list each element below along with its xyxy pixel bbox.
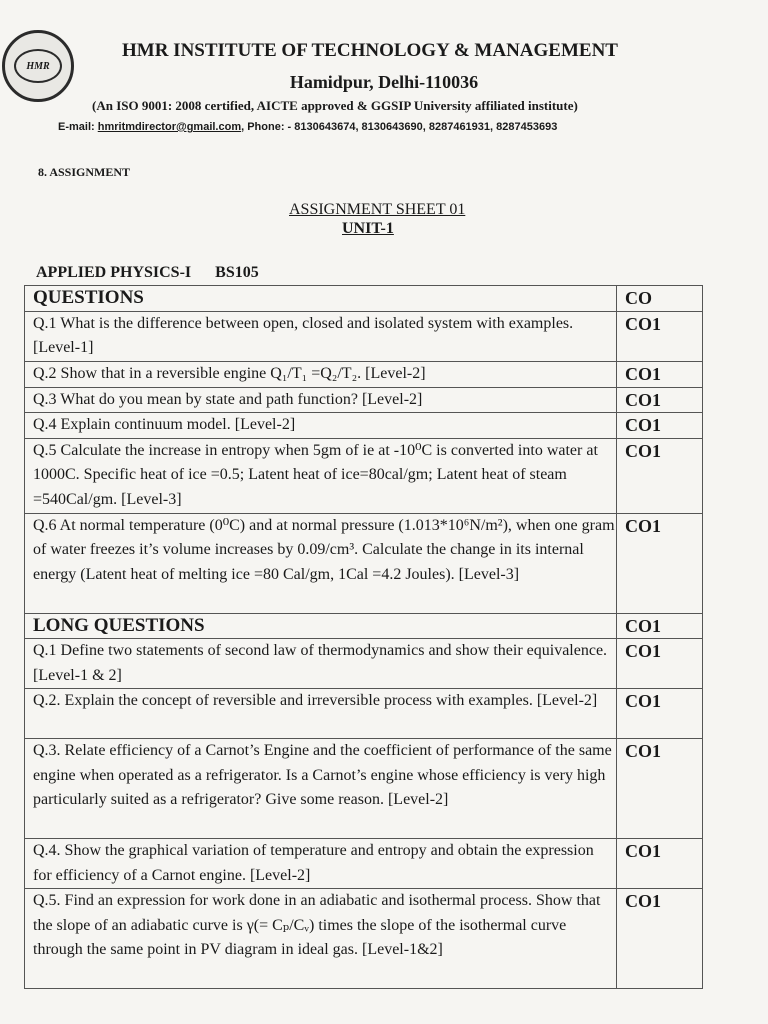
table-row <box>25 839 703 889</box>
question-text: Q.1 What is the difference between open, closed and isolated system with examples. [Level-1] <box>25 311 617 361</box>
table-row <box>25 739 703 839</box>
question-text: Q.3. Relate efficiency of a Carnot’s Engine and the coefficient of performance of the same engine when operated as a refrigerator. Is a Carnot’s engine whose efficiency is very high particularly suited as a refrigerator? Give some reason. [Level-2] <box>25 739 617 839</box>
question-text: Q.4 Explain continuum model. [Level-2] <box>25 413 617 439</box>
subject-line <box>36 264 259 282</box>
co-value: CO1 <box>617 361 703 387</box>
question-text: Q.1 Define two statements of second law of thermodynamics and show their equivalence. [Level-1 & 2] <box>25 639 617 689</box>
co-value: CO1 <box>617 639 703 689</box>
question-text: Q.3 What do you mean by state and path function? [Level-2] <box>25 387 617 413</box>
table-header-row <box>25 286 703 312</box>
table-row <box>25 513 703 613</box>
co-value: CO1 <box>617 311 703 361</box>
table-row <box>25 361 703 387</box>
long-questions-header: LONG QUESTIONS <box>25 613 617 639</box>
unit-title: UNIT-1 <box>342 220 394 237</box>
institute-contact <box>58 121 557 133</box>
table-row <box>25 689 703 739</box>
co-value: CO1 <box>617 513 703 613</box>
question-text: Q.5. Find an expression for work done in an adiabatic and isothermal process. Show that the slope of an adiabatic curve is γ(= Cₚ/Cᵥ) times the slope of the isothermal curve through the same point in PV diagram in ideal gas. [Level-1&2] <box>25 889 617 989</box>
table-row <box>25 413 703 439</box>
table-row <box>25 639 703 689</box>
table-row <box>25 387 703 413</box>
co-value: CO1 <box>617 613 703 639</box>
institute-name: HMR INSTITUTE OF TECHNOLOGY & MANAGEMENT <box>122 40 618 61</box>
question-text: Q.4. Show the graphical variation of temperature and entropy and obtain the expression for efficiency of a Carnot engine. [Level-2] <box>25 839 617 889</box>
logo-emblem: HMR <box>14 49 62 83</box>
co-value: CO1 <box>617 689 703 739</box>
subject-name: APPLIED PHYSICS-I <box>36 264 192 281</box>
phone-numbers: , Phone: - 8130643674, 8130643690, 8287461931, 8287453693 <box>241 121 558 133</box>
co-value: CO1 <box>617 839 703 889</box>
question-text: Q.6 At normal temperature (0⁰C) and at normal pressure (1.013*10⁶N/m²), when one gram of water freezes it’s volume increases by 0.09/cm³. Calculate the change in its internal energy (Latent heat of melting ice =80 Cal/gm, 1Cal =4.2 Joules). [Level-3] <box>25 513 617 613</box>
co-value: CO1 <box>617 739 703 839</box>
table-row <box>25 438 703 513</box>
long-questions-header-row <box>25 613 703 639</box>
co-value: CO1 <box>617 387 703 413</box>
question-text: Q.2. Explain the concept of reversible and irreversible process with examples. [Level-2] <box>25 689 617 739</box>
table-row <box>25 889 703 989</box>
co-value: CO1 <box>617 413 703 439</box>
institute-certification: (An ISO 9001: 2008 certified, AICTE approved & GGSIP University affiliated institute) <box>92 98 578 113</box>
sheet-title: ASSIGNMENT SHEET 01 <box>289 201 466 218</box>
subject-code: BS105 <box>215 264 259 281</box>
co-header: CO <box>617 286 703 312</box>
table-row <box>25 311 703 361</box>
co-value: CO1 <box>617 438 703 513</box>
questions-table <box>24 285 703 989</box>
section-label: 8. ASSIGNMENT <box>38 165 131 179</box>
question-text: Q.2 Show that in a reversible engine Q₁/T₁ =Q₂/T₂. [Level-2] <box>25 361 617 387</box>
institute-address: Hamidpur, Delhi-110036 <box>289 72 479 92</box>
co-value: CO1 <box>617 889 703 989</box>
questions-header: QUESTIONS <box>25 286 617 312</box>
email-label: E-mail: <box>58 121 98 133</box>
email-link[interactable]: hmritmdirector@gmail.com <box>97 121 242 133</box>
question-text: Q.5 Calculate the increase in entropy when 5gm of ie at -10⁰C is converted into water at 1000C. Specific heat of ice =0.5; Latent heat of ice=80cal/gm; Latent heat of steam =540Cal/gm. [Level-3] <box>25 438 617 513</box>
